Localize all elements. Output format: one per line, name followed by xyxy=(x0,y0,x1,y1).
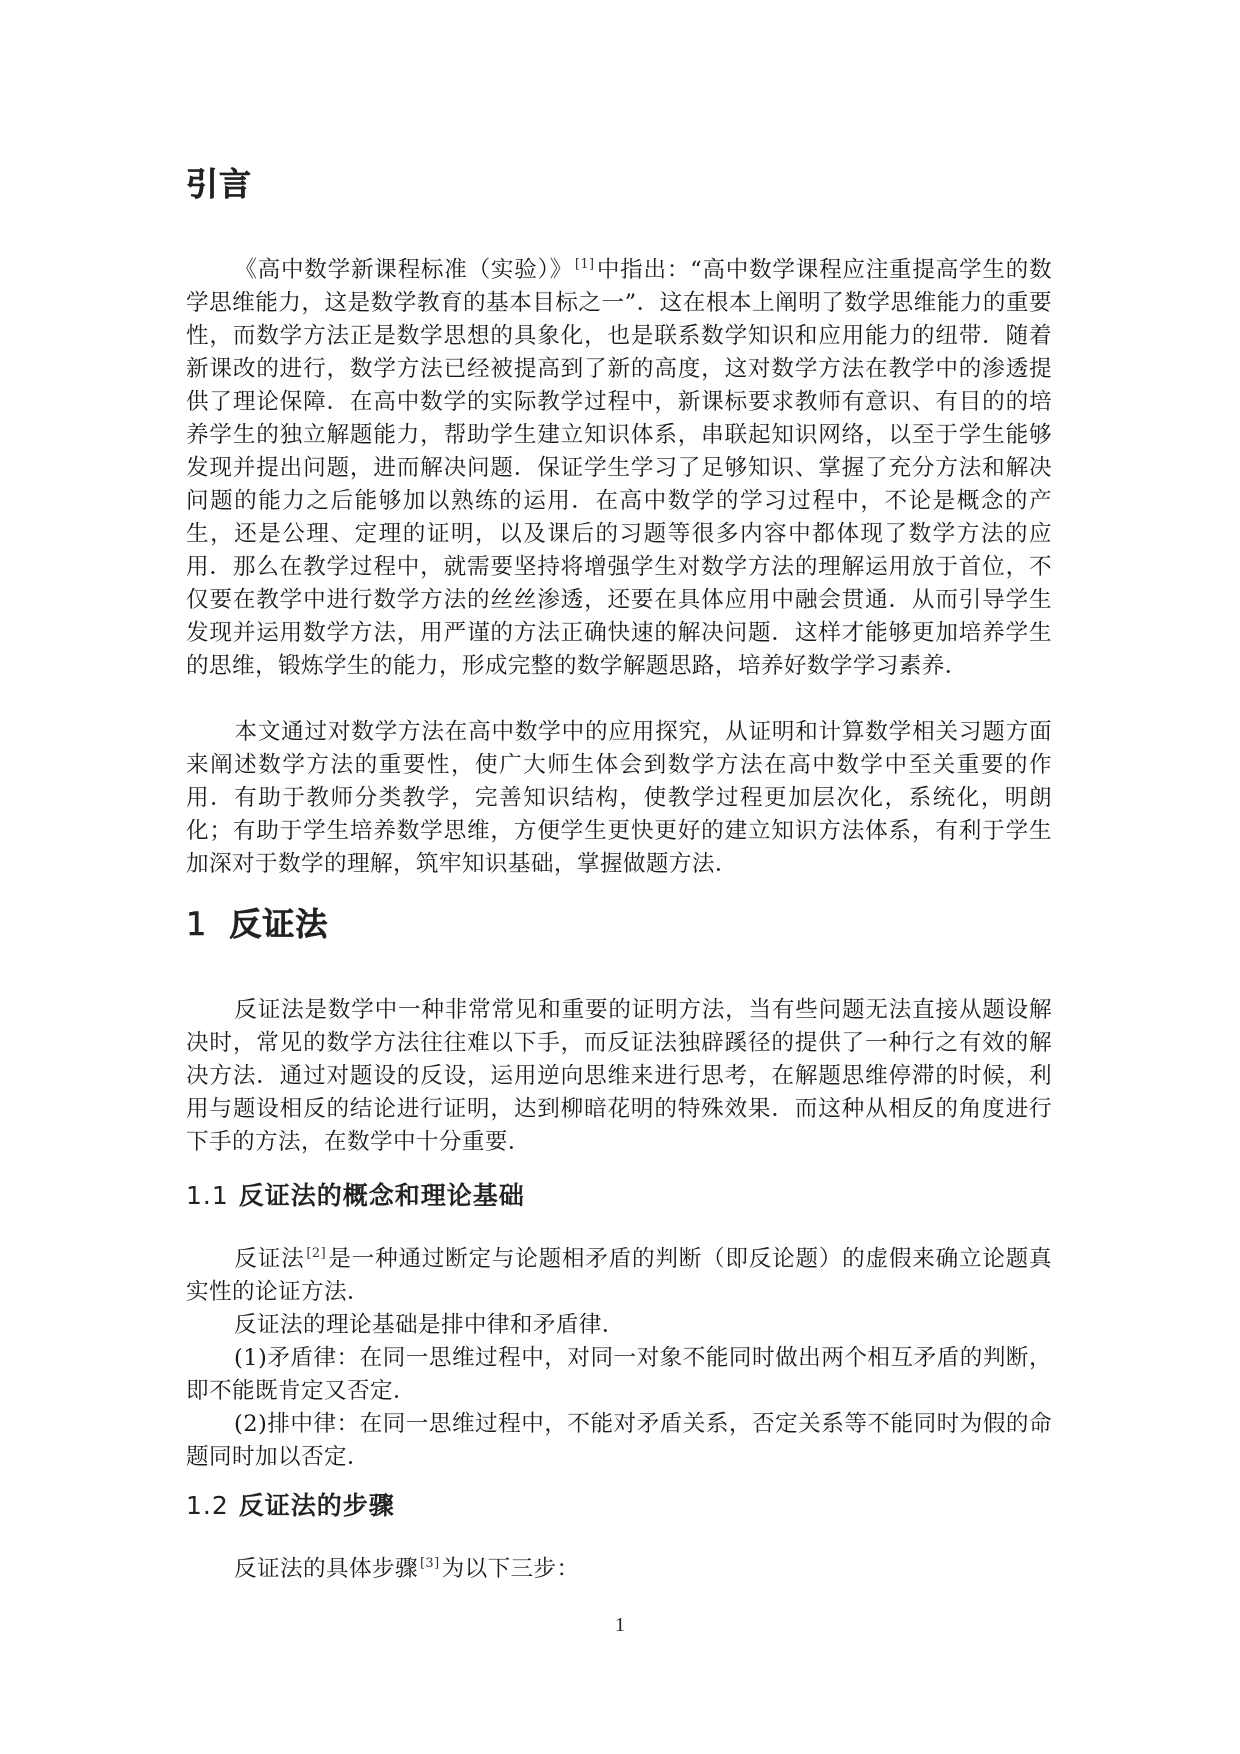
intro-paragraph-2 xyxy=(186,716,1052,881)
page-number: 1 xyxy=(615,1614,625,1636)
section-1-1-paragraph-2 xyxy=(186,1309,1052,1342)
section-1-paragraph xyxy=(186,994,1052,1159)
heading-section-1 xyxy=(186,904,328,944)
text: 反证法的具体步骤 xyxy=(234,1556,418,1582)
text: 为以下三步： xyxy=(441,1556,580,1582)
intro-paragraph-1 xyxy=(186,254,1052,683)
section-number: 1.1 xyxy=(186,1181,229,1210)
heading-introduction xyxy=(186,164,252,204)
section-number: 1 xyxy=(186,905,208,943)
section-1-1-paragraph-1 xyxy=(186,1243,1052,1309)
heading-section-1-2 xyxy=(186,1490,395,1522)
text: 是一种通过断定与论题相矛盾的判断（即反论题）的虚假来确立论题真实性的论证方法． xyxy=(186,1246,1052,1305)
section-number: 1.2 xyxy=(186,1491,229,1520)
text: 反证法 xyxy=(234,1246,305,1272)
text: 反证法的理论基础是排中律和矛盾律． xyxy=(234,1312,625,1338)
text: 反证法是数学中一种非常常见和重要的证明方法，当有些问题无法直接从题设解决时，常见的数学方法往往难以下手，而反证法独辟蹊径的提供了一种行之有效的解决方法．通过对题设的反设，运用逆向思维来进行思考，在解题思维停滞的时候，利用与题设相反的结论进行证明，达到柳暗花明的特殊效果．而这种从相反的角度进行下手的方法，在数学中十分重要． xyxy=(186,997,1052,1155)
heading-text: 反证法 xyxy=(229,905,329,943)
citation-ref[interactable]: [2] xyxy=(306,1246,327,1261)
section-1-2-paragraph-1 xyxy=(186,1553,1052,1586)
section-1-1-paragraph-4 xyxy=(186,1408,1052,1474)
text: 《高中数学新课程标准（实验）》 xyxy=(234,257,573,283)
citation-ref[interactable]: [3] xyxy=(419,1556,440,1571)
text: (2)排中律：在同一思维过程中，不能对矛盾关系，否定关系等不能同时为假的命题同时加以否定． xyxy=(186,1411,1052,1470)
citation-ref[interactable]: [1] xyxy=(574,257,595,272)
text: 中指出：“高中数学课程应注重提高学生的数学思维能力，这是数学教育的基本目标之一”．这在根本上阐明了数学思维能力的重要性，而数学方法正是数学思想的具象化，也是联系数学知识和应用能力的纽带．随着新课改的进行，数学方法已经被提高到了新的高度，这对数学方法在教学中的渗透提供了理论保障．在高中数学的实际教学过程中，新课标要求教师有意识、有目的的培养学生的独立解题能力，帮助学生建立知识体系，串联起知识网络，以至于学生能够发现并提出问题，进而解决问题．保证学生学习了足够知识、掌握了充分方法和解决问题的能力之后能够加以熟练的运用．在高中数学的学习过程中，不论是概念的产生，还是公理、定理的证明，以及课后的习题等很多内容中都体现了数学方法的应用．那么在教学过程中，就需要坚持将增强学生对数学方法的理解运用放于首位，不仅要在教学中进行数学方法的丝丝渗透，还要在具体应用中融会贯通．从而引导学生发现并运用数学方法，用严谨的方法正确快速的解决问题．这样才能够更加培养学生的思维，锻炼学生的能力，形成完整的数学解题思路，培养好数学学习素养． xyxy=(186,257,1052,679)
text: 本文通过对数学方法在高中数学中的应用探究，从证明和计算数学相关习题方面来阐述数学方法的重要性，使广大师生体会到数学方法在高中数学中至关重要的作用．有助于教师分类教学，完善知识结构，使教学过程更加层次化，系统化，明朗化；有助于学生培养数学思维，方便学生更快更好的建立知识方法体系，有利于学生加深对于数学的理解，筑牢知识基础，掌握做题方法． xyxy=(186,719,1052,877)
heading-section-1-1 xyxy=(186,1180,525,1212)
text: (1)矛盾律：在同一思维过程中，对同一对象不能同时做出两个相互矛盾的判断，即不能既肯定又否定． xyxy=(186,1345,1052,1404)
heading-text: 反证法的步骤 xyxy=(238,1491,395,1520)
section-1-1-paragraph-3 xyxy=(186,1342,1052,1408)
heading-text: 引言 xyxy=(186,165,253,203)
heading-text: 反证法的概念和理论基础 xyxy=(238,1181,525,1210)
